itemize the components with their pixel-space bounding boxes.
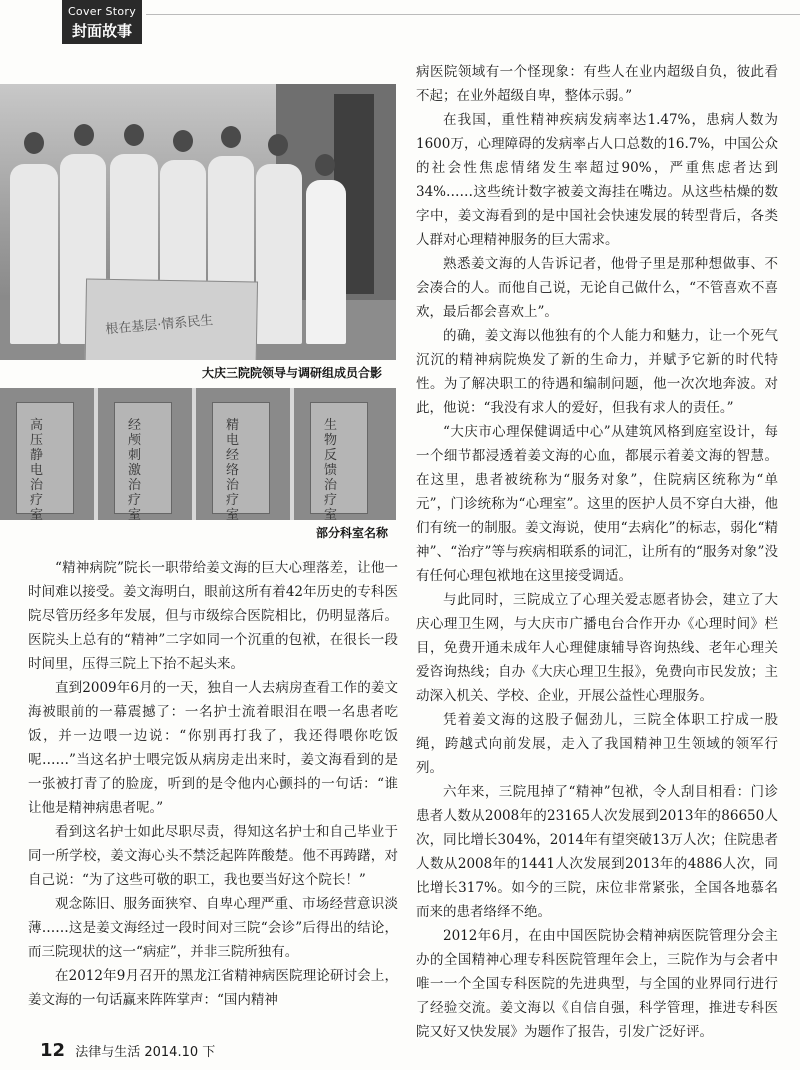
person: [306, 180, 346, 344]
signs-photo: [0, 388, 396, 523]
sign: [294, 388, 396, 523]
person-head: [74, 124, 94, 146]
paragraph: 熟悉姜文海的人告诉记者，他骨子里是那种想做事、不会凑合的人。而他自己说，无论自己做什么，“不管喜欢不喜欢，最后都会喜欢上”。: [416, 256, 778, 320]
person: [256, 164, 302, 344]
paragraph: 的确，姜文海以他独有的个人能力和魅力，让一个死气沉沉的精神病院焕发了新的生命力，并赋予它新的时代特性。为了解决职工的待遇和编制问题，他一次次地奔波。对此，他说：“我没有求人的爱好，但我有求人的责任。”: [416, 328, 778, 416]
right-column: [416, 60, 778, 1044]
group-photo-caption: 大庆三院院领导与调研组成员合影: [202, 366, 383, 380]
paragraph: 看到这名护士如此尽职尽责，得知这名护士和自己毕业于同一所学校，姜文海心头不禁泛起阵阵酸楚。他不再踌躇，对自己说：“为了这些可敬的职工，我也要当好这个院长！”: [28, 824, 398, 888]
section-zh: 封面故事: [71, 22, 132, 40]
sign-label: 生物反馈治疗室: [324, 418, 338, 523]
paragraph: 病医院领域有一个怪现象：有些人在业内超级自负，彼此看不起；在业外超级自卑，整体示弱。”: [416, 64, 778, 104]
header-rule: [146, 14, 800, 15]
paragraph: 六年来，三院甩掉了“精神”包袱，令人刮目相看：门诊患者人数从2008年的23165人次发展到2013年的86650人次，同比增长304%，2014年有望突破13万人次；住院患者人数从2008年的1441人次发展到2013年的4886人次，同比增长317%。如今的三院，床位非常紧张，全国各地慕名而来的患者络绎不绝。: [416, 784, 778, 920]
sign: [196, 388, 290, 523]
paragraph: “精神病院”院长一职带给姜文海的巨大心理落差，让他一时间难以接受。姜文海明白，眼前这所有着42年历史的专科医院尽管历经多年发展，但与市级综合医院相比，仍明显落后。医院头上总有的“精神”二字如同一个沉重的包袱，在很长一段时间里，压得三院上下抬不起头来。: [28, 560, 398, 672]
paragraph: 2012年6月，在由中国医院协会精神病医院管理分会主办的全国精神心理专科医院管理年会上，三院作为与会者中唯一一个全国专科医院的先进典型，与全国的业界同行进行了经验交流。姜文海以《自信自强，科学管理，推进专科医院又好又快发展》为题作了报告，引发广泛好评。: [416, 928, 778, 1040]
person-head: [315, 154, 335, 176]
page-footer: [40, 1040, 215, 1061]
sign-label: 高压静电治疗室: [30, 418, 44, 523]
issue-date: 2014.10 下: [144, 1045, 216, 1060]
paragraph: 凭着姜文海的这股子倔劲儿，三院全体职工拧成一股绳，跨越式向前发展，走入了我国精神卫生领域的领军行列。: [416, 712, 778, 776]
person-head: [24, 132, 44, 154]
page-number: 12: [40, 1040, 66, 1061]
section-en: Cover Story: [67, 5, 137, 18]
group-photo: [0, 84, 396, 360]
paragraph: 在2012年9月召开的黑龙江省精神病医院理论研讨会上，姜文海的一句话赢来阵阵掌声：“国内精神: [28, 968, 398, 1008]
paragraph: 与此同时，三院成立了心理关爱志愿者协会，建立了大庆心理卫生网，与大庆市广播电台合作开办《心理时间》栏目，免费开通未成年人心理健康辅导咨询热线、老年心理关爱咨询热线；自办《大庆心理卫生报》，免费向市民发放；主动深入机关、学校、企业，开展公益性心理服务。: [416, 592, 778, 704]
sign-label: 经颅刺激治疗室: [128, 418, 142, 523]
person-head: [268, 134, 288, 156]
sign: [98, 388, 192, 523]
magazine-name: 法律与生活: [75, 1045, 141, 1060]
person-head: [173, 130, 193, 152]
sign-label: 精电经络治疗室: [226, 418, 240, 523]
sign: [0, 388, 94, 523]
person-head: [124, 124, 144, 146]
section-badge: [62, 0, 142, 44]
paragraph: 在我国，重性精神疾病发病率达1.47%，患病人数为1600万，心理障碍的发病率占人口总数的16.7%，中国公众的社会性焦虑情绪发生率超过90%，严重焦虑者达到34%……这些统计数字被姜文海挂在嘴边。从这些枯燥的数字中，姜文海看到的是中国社会快速发展的转型背后，各类人群对心理精神服务的巨大需求。: [416, 112, 778, 248]
left-column: [28, 556, 398, 1012]
paragraph: 直到2009年6月的一天，独自一人去病房查看工作的姜文海被眼前的一幕震撼了：一名护士流着眼泪在喂一名患者吃饭，并一边喂一边说：“你别再打我了，我还得喂你吃饭呢……”当这名护士喂完饭从病房走出来时，姜文海看到的是一张被打青了的脸庞，听到的是令他内心颤抖的一句话：“谁让他是精神病患者呢。”: [28, 680, 398, 816]
paragraph: 观念陈旧、服务面狭窄、自卑心理严重、市场经营意识淡薄……这是姜文海经过一段时间对三院“会诊”后得出的结论，而三院现状的这一“病症”，并非三院所独有。: [28, 896, 398, 960]
signs-photo-caption: 部分科室名称: [316, 526, 389, 540]
person-head: [221, 126, 241, 148]
person: [10, 164, 58, 344]
banner-text: 根在基层·情系民生: [104, 313, 214, 338]
paragraph: “大庆市心理保健调适中心”从建筑风格到庭室设计，每一个细节都浸透着姜文海的心血，都展示着姜文海的智慧。在这里，患者被统称为“服务对象”，住院病区统称为“单元”，门诊统称为“心理室”。这里的医护人员不穿白大褂，他们有统一的制服。姜文海说，使用“去病化”的标志，弱化“精神”、“治疗”等与疾病相联系的词汇，让所有的“服务对象”没有任何心理包袱地在这里接受调适。: [416, 424, 778, 584]
